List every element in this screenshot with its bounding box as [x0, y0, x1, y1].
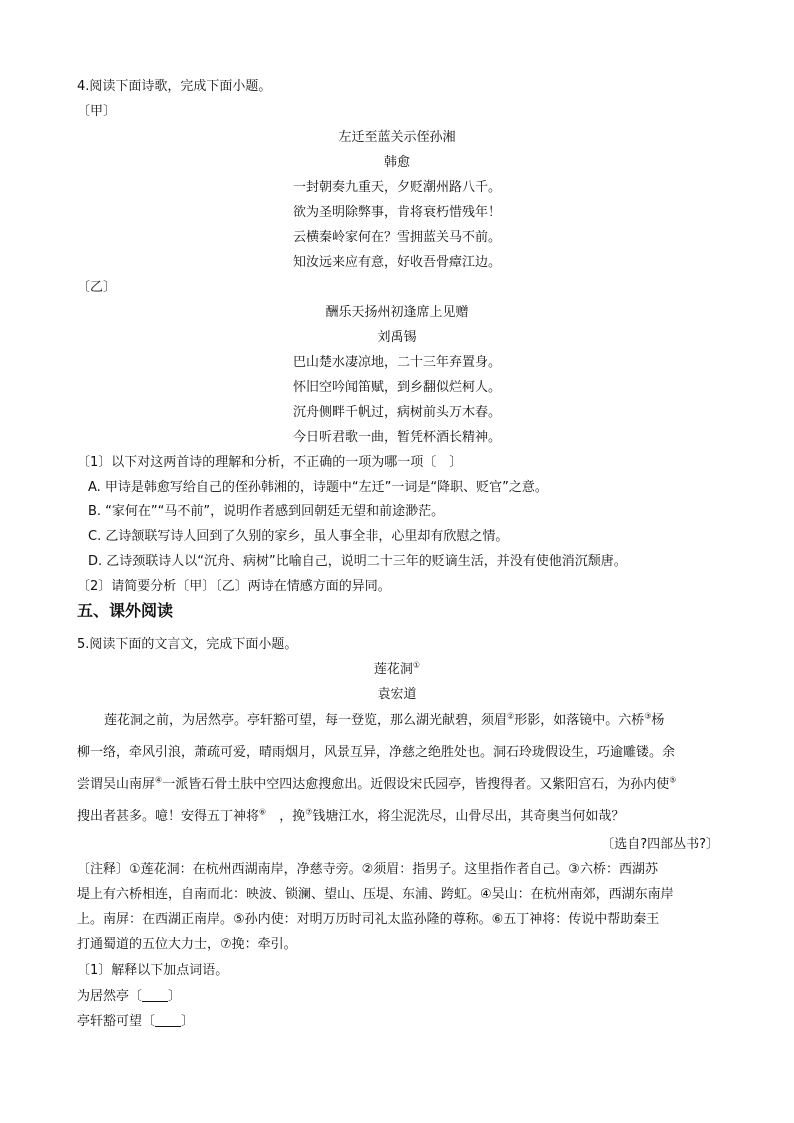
- poem2-line: 今日听君歌一曲，暂凭杯酒长精神。: [292, 430, 501, 445]
- jia-label: 〔甲〕: [77, 104, 117, 119]
- vocab-item: 为居然亭〔 〕: [77, 989, 182, 1004]
- q5-sub1: 〔1〕解释以下加点词语。: [77, 963, 229, 978]
- q4-intro: 4.阅读下面诗歌，完成下面小题。: [77, 79, 272, 94]
- poem2-line: 巴山楚水凄凉地，二十三年弃置身。: [292, 355, 501, 370]
- section-heading: 五、课外阅读: [77, 601, 174, 620]
- yi-label: 〔乙〕: [77, 280, 117, 295]
- poem1-title: 左迁至蓝关示侄孙湘: [338, 130, 456, 145]
- option-d: D. 乙诗颈联诗人以“沉舟、病树”比喻自己，说明二十三年的贬谪生活，并没有使他消沉颓唐。: [88, 554, 627, 569]
- option-c: C. 乙诗颔联写诗人回到了久别的家乡，虽人事全非，心里却有欣慰之情。: [88, 529, 509, 544]
- poem1-line: 云横秦岭家何在？雪拥蓝关马不前。: [292, 230, 501, 245]
- paragraph-line: 莲花洞之前，为居然亭。亭轩豁可望，每一登览，那么湖光献碧，须眉②形影，如落镜中。六桥③杨: [104, 711, 665, 728]
- poem1-line: 知汝远来应有意，好收吾骨瘴江边。: [292, 255, 501, 270]
- q4-sub1: 〔1〕以下对这两首诗的理解和分析，不正确的一项为哪一项〔 〕: [77, 455, 463, 470]
- answer-blank[interactable]: [155, 1014, 181, 1029]
- title-note-marker: ①: [412, 660, 421, 670]
- notes-line: 打通蜀道的五位大力士，⑦挽：牵引。: [77, 937, 297, 952]
- text-author: 袁宏道: [377, 687, 417, 702]
- poem2-title: 酬乐天扬州初逢席上见赠: [325, 305, 469, 320]
- poem1-author: 韩愈: [383, 155, 410, 170]
- poem1-line: 欲为圣明除弊事，肯将衰朽惜残年！: [292, 205, 501, 220]
- text-title: [0, 661, 794, 679]
- notes-line: 堤上有六桥相连，自南而北：映波、锁澜、望山、压堤、东浦、跨虹。④吴山：在杭州南郊，西湖东南岸: [77, 887, 674, 902]
- text-title-label: 莲花洞: [373, 662, 413, 677]
- answer-blank[interactable]: [142, 989, 168, 1004]
- poem2-line: 沉舟侧畔千帆过，病树前头万木春。: [292, 405, 501, 420]
- q4-sub2: 〔2〕请简要分析〔甲〕〔乙〕两诗在情感方面的异同。: [77, 579, 391, 594]
- poem1-line: 一封朝奏九重天，夕贬潮州路八千。: [292, 180, 501, 195]
- notes-line: 〔注释〕①莲花洞：在杭州西湖南岸，净慈寺旁。②须眉：指男子。这里指作者自己。③六桥：西湖苏: [77, 862, 658, 877]
- poem2-author: 刘禹锡: [377, 330, 417, 345]
- paragraph-line: 搜出者甚多。噫！安得五丁神将⑥ ，挽⑦钱塘江水，将尘泥洗尽，山骨尽出，其奇奥当何如哉？: [77, 807, 625, 824]
- source-citation: 〔选自?四部丛书?〕: [601, 837, 719, 852]
- q5-intro: 5.阅读下面的文言文，完成下面小题。: [77, 637, 298, 652]
- poem2-line: 怀旧空吟闻笛赋，到乡翻似烂柯人。: [292, 380, 501, 395]
- option-a: A. 甲诗是韩愈写给自己的侄孙韩湘的，诗题中“左迁”一词是“降职、贬官”之意。: [88, 480, 548, 495]
- option-b: B. “家何在”“马不前”，说明作者感到回朝廷无望和前途渺茫。: [88, 504, 445, 519]
- notes-line: 上。南屏：在西湖正南岸。⑤孙内使：对明万历时司礼太监孙隆的尊称。⑥五丁神将：传说中帮助秦王: [77, 912, 660, 927]
- vocab-item: 亭轩豁可望〔 〕: [77, 1014, 195, 1029]
- paragraph-line: 柳一络，牵风引浪，萧疏可爱，晴雨烟月，风景互异，净慈之绝胜处也。洞石玲珑假设生，巧逾雕镂。余: [77, 745, 676, 760]
- paragraph-line: 尝谓吴山南屏④一派皆石骨土肤中空四达愈搜愈出。近假设宋氏园亭，皆搜得者。又紫阳宫石，为孙内使⑤: [77, 775, 677, 792]
